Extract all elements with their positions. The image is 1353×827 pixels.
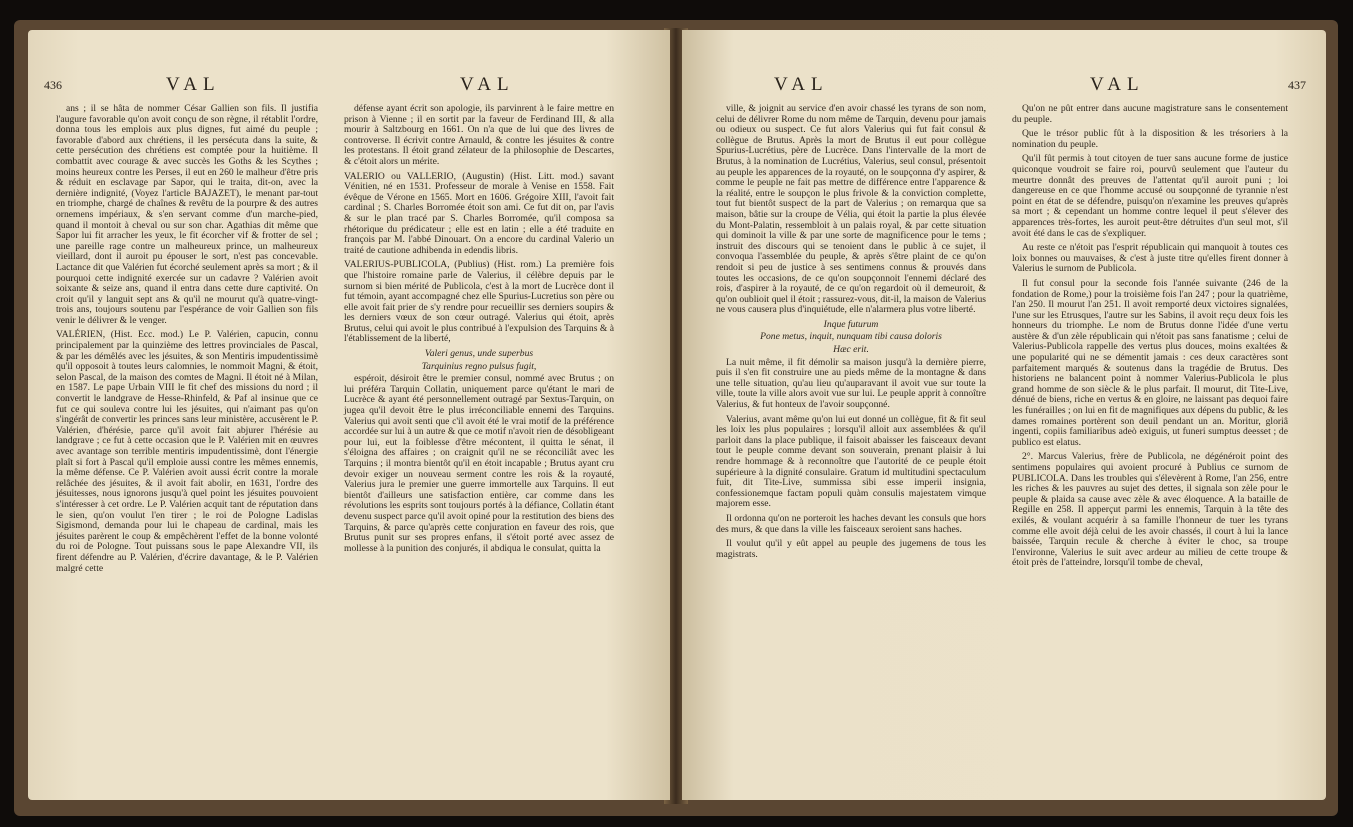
verse-line: Inque futurum (823, 318, 879, 330)
paragraph: espéroit, désiroit être le premier consul, nommé avec Brutus ; on lui préféra Tarquin Collatin, uniquement parce qu'étant le mari de Lucrèce & ayant été personnellement outragé par Sextus-Tarquin, on jugea qu'il devoit être le plus irréconciliable ennemi des Tarquins. Valerius qui avoit senti que c'il avoit été le vrai motif de la préférence accordée sur lui à un autre & que ce motif n'avoit rien de désobligeant pour lui, eut la foiblesse d'être mécontent, il quitta le sénat, il s'éloigna des affaires ; on craignit qu'il ne se réconciliât avec les Tarquins ; il montra bientôt qu'il en étoit incapable ; Brutus ayant cru devoir exiger un nouveau serment contre les rois & la royauté, Valerius jura le premier une guerre immortelle aux Tarquins. Il eut bientôt d'ailleurs une satisfaction entière, car comme dans les révolutions les esprits sont toujours portés à la défiance, Collatin étant devenu suspect parce qu'il avoit opiné pour la restitution des biens des Tarquins, & parce qu'après cette conjuration en faveur des rois, que Brutus punit sur ses propres enfans, il s'étoit porté avec assez de mollesse à la punition des conjurés, il abdiqua le consulat, quitta la (344, 373, 614, 554)
verse-line: Tarquinius regno pulsus fugit, (421, 360, 537, 372)
page-number-left: 436 (44, 78, 62, 92)
paragraph: Qu'il fût permis à tout citoyen de tuer sans aucune forme de justice quiconque voudroit se faire roi, pourvû seulement que l'auteur du meurtre donnât des preuves de l'attentat qu'il auroit puni ; loi dangereuse en ce que l'homme accusé ou soupçonné de tyrannie n'est point en état de se défendre, puisqu'on n'examine les preuves qu'après sa mort ; & cependant un homme contre lequel il peut s'élever des apparences très-fortes, les auroit peut-être détruites d'un seul mot, s'il avoit été dans le cas de s'expliquer. (1012, 153, 1288, 239)
left-column-2 (344, 104, 614, 558)
running-head-left-a: VAL (166, 74, 221, 95)
paragraph: ville, & joignit au service d'en avoir chassé les tyrans de son nom, celui de délivrer Rome du nom même de Tarquin, devenu pour jamais ou odieux ou suspect. Ce fut alors Valerius qui fut fait consul & collègue de Brutus. Après la mort de Brutus il eut pour collègue Spurius-Lucrétius, père de Lucrèce. Dans l'intervalle de la mort de Brutus, à la nomination de Lucrétius, Valerius, seul consul, présentoit au peuple les apparences de la royauté, on le soupçonna d'y aspirer, & comme le peuple ne fait pas mettre de différence entre l'apparence & la réalité, entre le soupçon le plus frivole & la conviction complette, tout fut bientôt suspect de la part de Valerius ; on remarqua que sa maison, bâtie sur la croupe de Vélia, qui étoit la partie la plus élevée du Mont-Palatin, ressembloit à un palais royal, & par cette situation qui dominoit la ville & par une sorte de magnificence pour le tems ; instruit des discours qui se tenoient dans le public à ce sujet, il convoqua l'assemblée du peuple, & après s'être plaint de ce qu'on rendoit si peu de justice à ses sentimens connus & prouvés dans toutes les occasions, de ce qu'on soupçonnoit l'ennemi déclaré des rois, d'aspirer à la royauté, de ce qu'on regardoit où il demeuroit, & qu'on oublioit quel il étoit ; rassurez-vous, dit-il, la maison de Valerius ne vous causera plus d'inquiétude, elle n'alarmera plus votre liberté. (716, 103, 986, 316)
page-number-right: 437 (1288, 78, 1306, 92)
paragraph: Il fut consul pour la seconde fois l'année suivante (246 de la fondation de Rome,) pour la troisième fois l'an 247 ; pour la quatrième, l'an 250. Il mourut l'an 251. Il avoit remporté deux victoires signalées, l'une sur les Etrusques, l'autre sur les Sabins, il avoit reçu deux fois les honneurs du triomphe. Le nom de Brutus donne l'idée d'une vertu austère & d'un zèle républicain qui n'étoit pas sans fanatisme ; celui de Valerius-Publicola rappelle des vertus plus douces, moins exaltées & une popularité qui ne se démentit jamais : ces deux caractères sont parfaitement marqués & soutenus dans la tragédie de Brutus. Des historiens ne balancent point à nommer Valerius-Publicola le plus grand homme de son siècle & le plus parfait. Il mourut, dit Tite-Live, dénué de biens, riche en vertus & en gloire, ne laissant pas dequoi faire les funérailles ; on lui en fit de magnifiques aux dépens du public, & les dames romaines portèrent son deuil pendant un an. Moritur, gloriâ ingenti, copiis familiaribus adeò exiguis, ut funeri sumptus deesset ; de publico est elatus. (1012, 277, 1288, 448)
paragraph: Au reste ce n'étoit pas l'esprit républicain qui manquoit à toutes ces loix bonnes ou mauvaises, & c'est à juste titre qu'elles firent donner à Valerius le surnom de Publicola. (1012, 242, 1288, 275)
paragraph: ans ; il se hâta de nommer César Gallien son fils. Il justifia l'augure favorable qu'on avoit conçu de son règne, il rétablit l'ordre, donna tous les emplois aux plus dignes, fut aimé du peuple ; favorable d'abord aux chrétiens, il les persécuta dans la suite, & cette persécution des chrétiens est comptée pour la huitième. Il combattit avec courage & avec succès les Goths & les Scythes ; moins heureux contre les Perses, il eut en 260 le malheur d'être pris & réduit en esclavage par Sapor, qui le traita, dit-on, avec la dernière indignité, (Voyez l'article BAJAZET), le menant par-tout en triomphe, chargé de chaînes & revêtu de la pourpre & des autres ornemens impériaux, & s'en servant comme d'un marche-pied, quand il montoit à cheval ou sur son char. Agathias dit même que Sapor lui fit arracher les yeux, le fit écorcher vif & frotter de sel ; une pareille rage contre un malheureux prince, un malheureux vieillard, dont il auroit pu épouser le sort, n'est pas concevable. Lactance dit que Valérien fut écorché seulement après sa mort ; & il pourquoi cette indignité exercée sur un cadavre ? Valérien avoit soixante & seize ans, quand il entra dans cette dure captivité. On croit qu'il y languit sept ans & qu'il ne mourut qu'à quatre-vingt-trois ans, toujours soutenu par l'espérance de voir Gallien son fils venir le délivrer & le venger. (56, 103, 318, 326)
paragraph: défense ayant écrit son apologie, ils parvinrent à le faire mettre en prison à Vienne ; il en sortit par la faveur de Ferdinand III, & alla mourir à Saltzbourg en 1661. On n'a que de lui que des livres de controverse. Il écrivit contre Arnauld, & contre les jésuites & contre les protestans. Il étoit grand zélateur de la philosophie de Descartes, & c'étoit alors un mérite. (344, 103, 614, 167)
paragraph: Il voulut qu'il y eût appel au peuple des jugemens de tous les magistrats. (716, 538, 986, 560)
paragraph: La nuit même, il fit démolir sa maison jusqu'à la dernière pierre, puis il s'en fit construire une au pieds même de la montagne & dans une telle situation, qu'au lieu qu'auparavant il avoit vue sur toute la ville, toute la ville alors avoit vue sur lui. Le peuple apprit à connoître Valerius, & fut honteux de l'avoir soupçonné. (716, 356, 986, 411)
right-column-2 (1012, 104, 1288, 573)
right-column-1 (716, 104, 986, 564)
entry-valerien: VALÉRIEN, (Hist. Ecc. mod.) Le P. Valérien, capucin, connu principalement par la quinzième des lettres provinciales de Pascal, & par les démêlés avec les jésuites, & son Mentiris impudentissimè qu'il opposoit à toutes leurs calomnies, le nommoit Magni, & étoit, selon Pascal, de la maison des comtes de Magni. Il étoit né à Milan, en 1587. Le pape Urbain VIII le fit chef des missions du nord ; il convertit le landgrave de Hesse-Rhinfeld, & Paf al insinue que ce fut ce qui souleva contre lui les jésuites, qui n'aimant pas qu'on s'ingérât de convertir les princes sans leur ministère, accusèrent le P. Valérien, d'hérésie, parce qu'il avoit fait abjurer l'hérésie au landgrave ; ce fut à cette occasion que le P. Valérien mit en œuvres avec avantage son terrible mentiris impudentissimè, dont l'énergie plaît si fort à Pascal qu'il emploie aussi contre les mêmes ennemis, la même défense. Ce P. Valérien avoit aussi écrit contre la morale relâchée des jésuites, & il avoit fait abolir, en 1631, l'ordre des jésuitesses, nous ignorons jusqu'à quel point les jésuites pouvoient s'intéresser à cet ordre. Le P. Valérien acquit tant de réputation dans le sien, qu'on voulut l'en tirer ; le roi de Pologne Ladislas Sigismond, demanda pour lui le chapeau de cardinal, mais les jésuites parèrent le coup & empêchèrent l'effet de la bonne volonté du roi de Pologne. Tout puissans sous le pape Alexandre VII, ils firent défendre au P. Valérien, d'écrire davantage, & le P. Valérien malgré cette (56, 329, 318, 574)
paragraph: Valerius, avant même qu'on lui eut donné un collègue, fit & fit seul les loix les plus populaires ; lorsqu'il alloit aux assemblées & qu'il parloit dans la place publique, il faisoit abaisser les faisceaux devant tout le peuple comme devant son souverain, prenant plaisir à lui rendre hommage & à reconnoître que l'autorité de ce peuple étoit supérieure à la dignité consulaire. Gratum id multitudini spectaculum fuit, dit Tite-Live, summissa sibi esse imperii insignia, confessionemque factam populi quàm consulis majestatem vimque majorem esse. (716, 413, 986, 510)
verse-line: Valeri genus, unde superbus (424, 348, 534, 360)
entry-valerius-publicola: VALERIUS-PUBLICOLA, (Publius) (Hist. rom.) La première fois que l'histoire romaine parle de Valerius, il célèbre depuis par le surnom si bien mérité de Publicola, c'est à la mort de Lucrèce dont il fut témoin, ayant accompagné chez elle Spurius-Lucretius son père ou elle avoit fait prier de s'y rendre pour recueillir ses derniers soupirs & les derniers vœux de son cœur outragé. Valerius qui étoit, après Brutus, celui qui avoit le plus contribué à l'expulsion des Tarquins & à l'établissement de la liberté, (344, 259, 614, 345)
left-page (28, 30, 670, 800)
paragraph: 2°. Marcus Valerius, frère de Publicola, ne dégénéroit point des sentimens populaires qui avoient procuré à Publius ce surnom de PUBLICOLA. Dans les troubles qui s'élevèrent à Rome, l'an 256, entre les riches & les pauvres au sujet des dettes, il signala son zèle pour le peuple & plaida sa cause avec zèle & avec éloquence. A la bataille de Regille en 258. Il apperçut parmi les ennemis, Tarquin à la tête des exilés, & voulant acquérir à sa famille l'honneur de tuer les tyrans comme elle avoit déjà celui de les avoir chassés, il court à lui la lance baissée, Tarquin recule & cherche à éviter le choc, sa troupe l'environne, Valerius le suit avec ardeur au milieu de cette troupe & étoit près de l'atteindre, lorsqu'il tombe de cheval, (1012, 451, 1288, 569)
paragraph: Qu'on ne pût entrer dans aucune magistrature sans le consentement du peuple. (1012, 103, 1288, 125)
paragraph: Que le trésor public fût à la disposition & les trésoriers à la nomination du peuple. (1012, 128, 1288, 150)
paragraph: Il ordonna qu'on ne porteroit les haches devant les consuls que hors des murs, & que dans la ville les faisceaux seroient sans haches. (716, 512, 986, 535)
verse-line: Hæc erit. (833, 344, 869, 356)
running-head-left-b: VAL (460, 74, 515, 95)
entry-valerio: VALERIO ou VALLERIO, (Augustin) (Hist. Litt. mod.) savant Vénitien, né en 1531. Professeur de morale à Venise en 1558. Fait évêque de Vérone en 1565. Mort en 1606. Grégoire XIII, l'avoit fait cardinal ; S. Charles Borromée étoit son ami. Ce fut dit on, par l'avis & sur le plan tracé par S. Charles Borromée, qu'il composa sa rhétorique du prédicateur ; elle est en latin ; elle a été traduite en françois par M. l'abbé Dinouart. On a encore du cardinal Valerio un traité de cautione adhibenda in edendis libris. (344, 170, 614, 256)
right-page (682, 30, 1326, 800)
running-head-right-a: VAL (774, 74, 829, 95)
verse-line: Pone metus, inquit, nunquam tibi causa doloris (760, 331, 942, 343)
running-head-right-b: VAL (1090, 74, 1145, 95)
left-column-1 (56, 104, 318, 578)
